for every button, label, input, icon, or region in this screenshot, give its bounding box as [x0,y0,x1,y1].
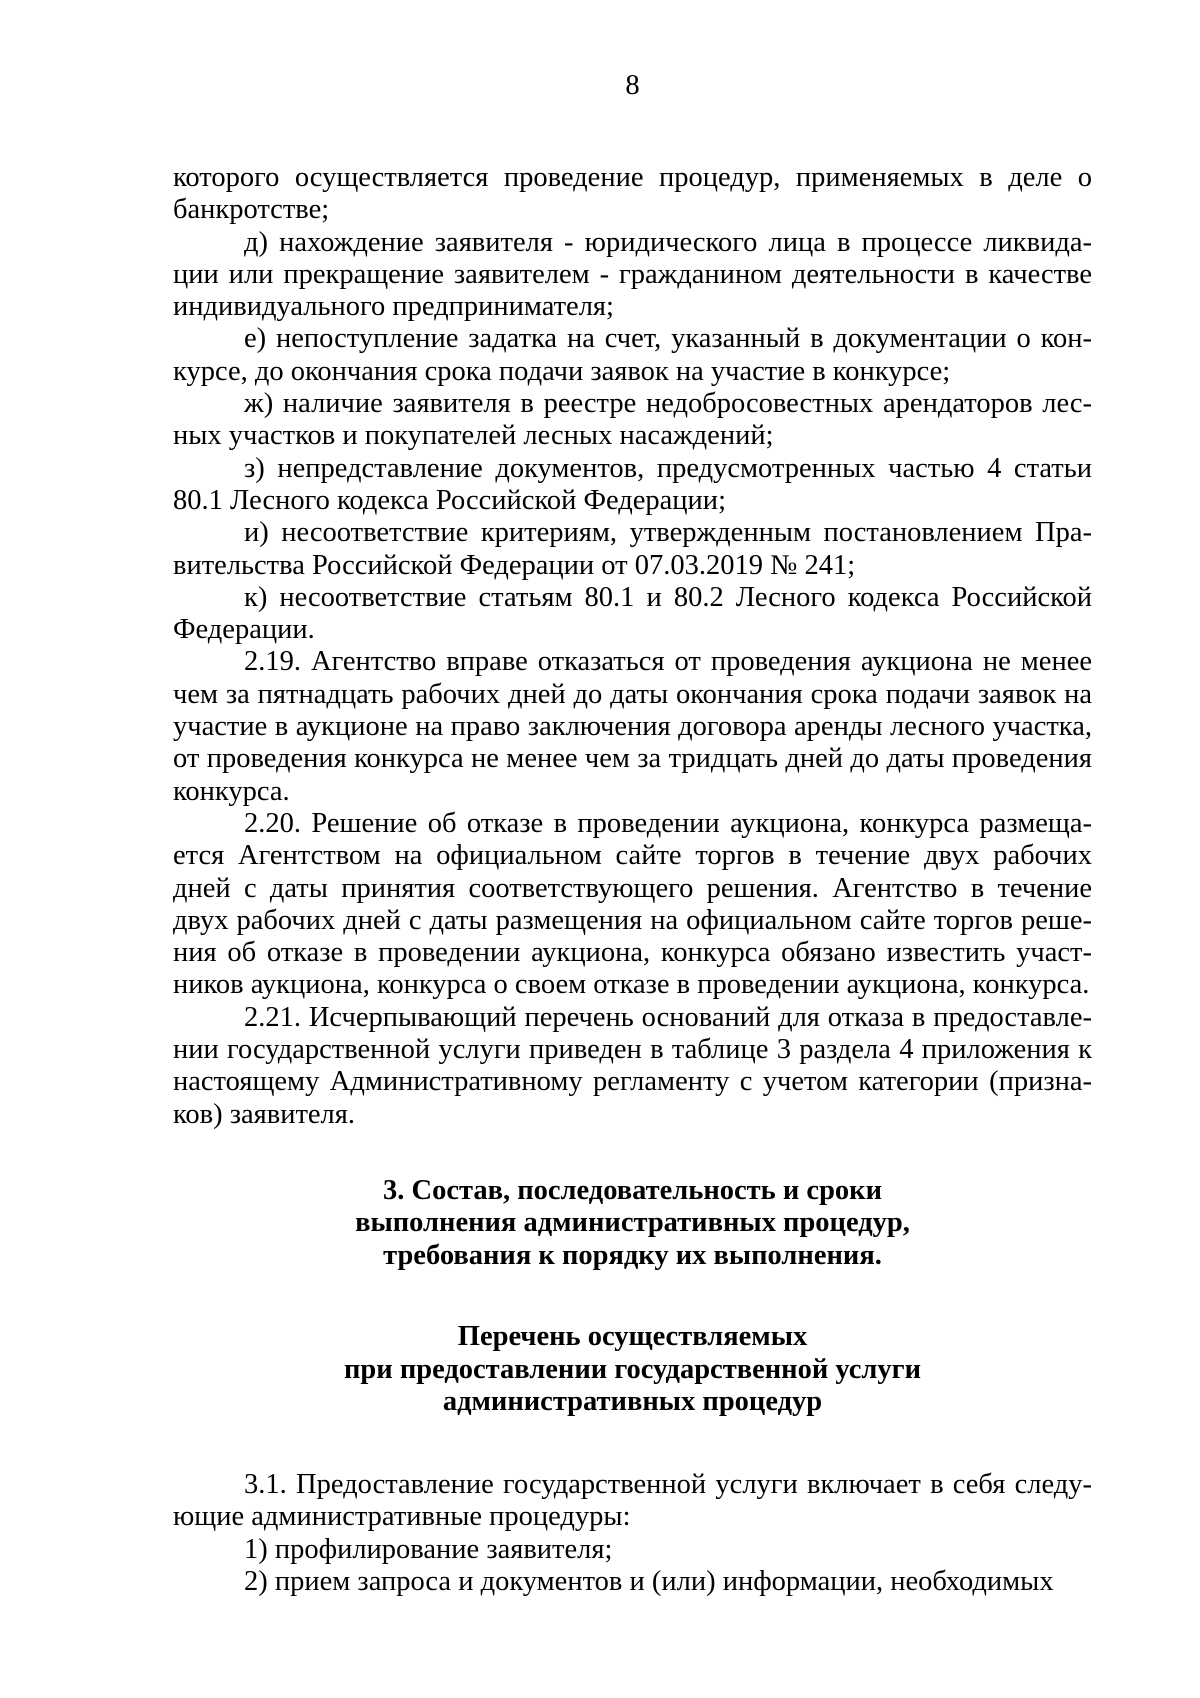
subsection-heading [173,1321,1092,1419]
paragraph-continuation: которого осуществляется проведение процедур, применяемых в деле о банкротстве; [173,162,1092,226]
paragraph-2-21: 2.21. Исчерпывающий перечень оснований для отказа в предоставлении государственной услуги приведен в таблице 3 раздела 4 приложения к настоящему Административному регламенту с учетом категории (признаков) заявителя. [173,1001,1092,1130]
paragraph-2-20: 2.20. Решение об отказе в проведении аукциона, конкурса размещается Агентством на официальном сайте торгов в течение двух рабочих дней с даты принятия соответствующего решения. Агентство в течение двух рабочих дней с даты размещения на официальном сайте торгов решения об отказе в проведении аукциона, конкурса обязано известить участников аукциона, конкурса о своем отказе в проведении аукциона, конкурса. [173,807,1092,1001]
list-item-zh: ж) наличие заявителя в реестре недобросовестных арендаторов лесных участков и покупателей лесных насаждений; [173,388,1092,452]
list-item-k: к) несоответствие статьям 80.1 и 80.2 Лесного кодекса Российской Федерации. [173,581,1092,646]
section-heading [173,1175,1092,1273]
list-item-z: з) непредставление документов, предусмотренных частью 4 статьи 80.1 Лесного кодекса Российской Федерации; [173,452,1092,516]
list-item-i: и) несоответствие критериям, утвержденным постановлением Правительства Российской Федерации от 07.03.2019 № 241; [173,517,1092,581]
page-number: 8 [625,70,640,101]
paragraph-3-1: 3.1. Предоставление государственной услуги включает в себя следующие административные процедуры: [173,1468,1092,1533]
subsection-heading-line: при предоставлении государственной услуги [344,1353,921,1385]
section-heading-line: 3. Состав, последовательность и сроки [382,1174,883,1206]
procedure-item-2: 2) прием запроса и документов и (или) информации, необходимых [244,1565,1054,1597]
list-item-d: д) нахождение заявителя - юридического лица в процессе ликвидации или прекращение заявителем - гражданином деятельности в качестве индивидуального предпринимателя; [173,226,1092,323]
subsection-heading-line: Перечень осуществляемых [457,1321,808,1353]
body-text [173,162,1092,1131]
section-heading-line: выполнения административных процедур, [355,1207,910,1239]
procedure-item-1: 1) профилирование заявителя; [244,1533,613,1565]
subsection-heading-line: административных процедур [442,1386,823,1418]
section-body-text [173,1469,1092,1598]
list-item-e: е) непоступление задатка на счет, указанный в документации о конкурсе, до окончания срока подачи заявок на участие в конкурсе; [173,323,1092,387]
section-heading-line: требования к порядку их выполнения. [383,1239,882,1271]
paragraph-2-19: 2.19. Агентство вправе отказаться от проведения аукциона не менее чем за пятнадцать рабочих дней до даты окончания срока подачи заявок на участие в аукционе на право заключения договора аренды лесного участка, от проведения конкурса не менее чем за тридцать дней до даты проведения конкурса. [173,646,1092,807]
